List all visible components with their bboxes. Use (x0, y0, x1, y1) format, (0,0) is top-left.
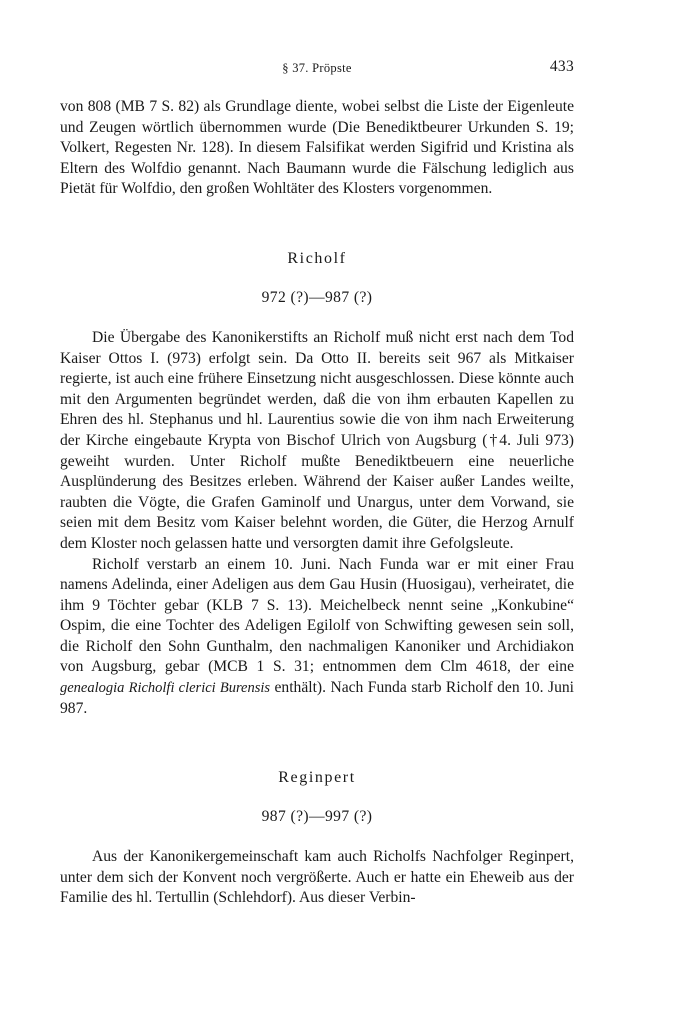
intro-paragraph: von 808 (MB 7 S. 82) als Grundlage diente, wobei selbst die Liste der Eigenleute und Zeugen wörtlich übernommen wurde (Die Benediktbeurer Urkunden S. 19; Volkert, Regesten Nr. 128). In diesem Falsifikat werden Sigifrid und Kristina als Eltern des Wolfdio genannt. Nach Baumann wurde die Fälschung lediglich aus Pietät für Wolfdio, den großen Wohltäter des Klosters vorgenommen. (60, 98, 574, 198)
richolf-paragraph-1: Die Übergabe des Kanonikerstifts an Richolf muß nicht erst nach dem Tod Kaiser Ottos I. (973) erfolgt sein. Da Otto II. bereits seit 967 als Mitkaiser regierte, ist auch eine frühere Einsetzung nicht ausgeschlossen. Diese könnte auch mit den Argumenten begründet werden, daß die von ihm erbauten Kapellen zu Ehren des hl. Stephanus und hl. Laurentius sowie die von ihm nach Erweiterung der Kirche eingebaute Krypta von Bischof Ulrich von Augsburg (†4. Juli 973) geweiht wurden. Unter Richolf mußte Benediktbeuern eine neuerliche Ausplünderung des Besitzes erleben. Während der Kaiser außer Landes weilte, raubten die Vögte, die Grafen Gaminolf und Unargus, unter dem Vorwand, sie seien mit dem Besitz vom Kaiser belehnt worden, die Güter, die Herzog Arnulf dem Kloster noch gelassen hatte und versorgten damit ihre Gefolgsleute. (60, 328, 574, 552)
genealogia-title: genealogia Richolfi clerici Burensis (60, 680, 271, 697)
section-heading-richolf: Richolf (287, 249, 347, 267)
section-title: § 37. Pröpste (282, 61, 352, 75)
richolf-paragraph-2-text: Richolf verstarb an einem 10. Juni. Nach Funda war er mit einer Frau namens Adelinda, einer Adeligen aus dem Gau Husin (Huosigau), verheiratet, die ihm 9 Töchter gebar (KLB 7 S. 13). Meichelbeck nennt seine „Konkubine“ Ospim, die eine Tochter des Adeligen Egilolf von Schwifting gewesen sein soll, die Richolf den Sohn Gunthalm, den nachmaligen Kanoniker und Archidiakon von Augsburg, gebar (MCB 1 S. 31; entnommen dem Clm 4618, der eine (60, 555, 574, 676)
tenure-dates-reginpert: 987 (?)—997 (?) (261, 808, 373, 826)
tenure-dates-richolf: 972 (?)—987 (?) (261, 288, 373, 306)
richolf-paragraph-2-end: enthält). Nach Funda starb Richolf den 10. Juni 987. (60, 679, 574, 717)
section-heading-reginpert: Reginpert (278, 769, 356, 787)
richolf-paragraph-2 (60, 555, 574, 720)
reginpert-paragraph-1: Aus der Kanonikergemeinschaft kam auch Richolfs Nachfolger Reginpert, unter dem sich der Konvent noch vergrößerte. Auch er hatte ein Eheweib aus der Familie des hl. Tertullin (Schlehdorf). Aus dieser Verbin- (60, 848, 574, 907)
page-number: 433 (549, 58, 574, 75)
book-page (60, 58, 574, 909)
running-header (60, 58, 574, 80)
